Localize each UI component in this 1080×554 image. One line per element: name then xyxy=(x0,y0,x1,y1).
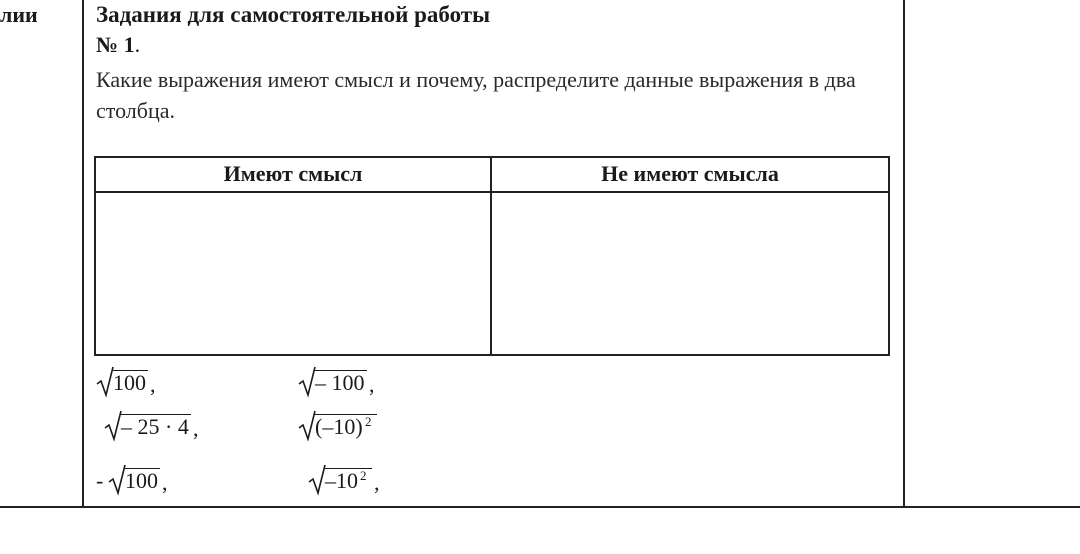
radical-sign xyxy=(298,364,316,398)
radicand: – 25 · 4 xyxy=(121,414,189,439)
radical-sign xyxy=(104,408,122,442)
cell-meaningful[interactable] xyxy=(96,193,490,354)
radicand: 100 xyxy=(125,468,158,493)
header-meaningful: Имеют смысл xyxy=(223,161,363,186)
exponent: 2 xyxy=(360,468,367,483)
radicand: (–10) xyxy=(315,414,377,439)
left-column-fragment: лии xyxy=(0,2,38,27)
expression-comma: , xyxy=(369,372,375,397)
radicand: –10 xyxy=(325,468,372,493)
radical-sign xyxy=(308,462,326,496)
radicand: 100 xyxy=(113,370,146,395)
radical-sign xyxy=(108,462,126,496)
right-border-line xyxy=(903,0,905,508)
cell-not-meaningful[interactable] xyxy=(492,193,888,354)
expression-comma: , xyxy=(162,470,168,495)
expression-comma: , xyxy=(193,416,199,441)
expression-comma: , xyxy=(150,372,156,397)
radical-sign xyxy=(96,364,114,398)
exponent: 2 xyxy=(365,414,372,429)
task-number: № 1. xyxy=(96,32,141,57)
expression-comma: , xyxy=(374,470,380,495)
left-border-line xyxy=(82,0,84,508)
expression-prefix: - xyxy=(96,468,104,493)
answer-table xyxy=(94,156,890,356)
bottom-border-line xyxy=(0,506,1080,508)
header-not-meaningful: Не имеют смысла xyxy=(601,161,779,186)
radical-sign xyxy=(298,408,316,442)
task-text: Какие выражения имеют смысл и почему, распределите данные выражения в два столбца. xyxy=(96,67,856,123)
radicand: – 100 xyxy=(315,370,365,395)
section-title: Задания для самостоятельной работы xyxy=(96,2,491,27)
